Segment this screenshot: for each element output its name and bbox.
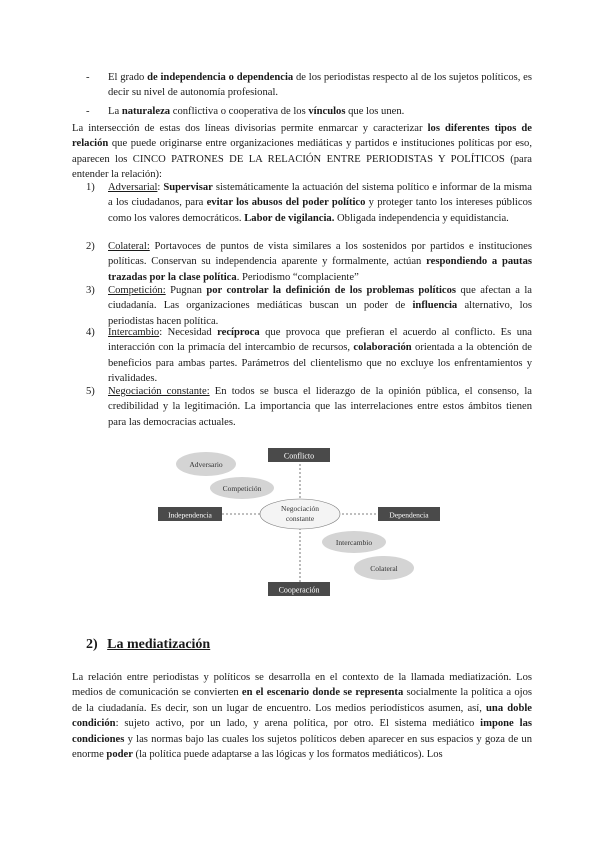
section-heading <box>86 636 210 654</box>
pattern-text: Competición: Pugnan por controlar la definición de los problemas políticos que afectan a la ciudadanía. Las organizaciones mediáticas buscan un poder de influencia alternativo, los periodistas hacen política. <box>108 285 532 327</box>
intro-paragraph: La intersección de estas dos líneas divisorias permite enmarcar y caracterizar los diferentes tipos de relación que puede originarse entre organizaciones mediáticas y partidos e instituciones políticas por eso, aparecen los CINCO PATRONES DE LA RELACIÓN ENTRE PERIODISTAS Y POLÍTICOS (para entender la relación): <box>72 123 532 181</box>
negotiation-label-2: constante <box>285 514 315 523</box>
bullet-dash: - <box>86 106 90 117</box>
exchange-label: Intercambio <box>335 538 373 547</box>
pattern-number: 3) <box>86 285 95 296</box>
section-title: La mediatización <box>107 637 211 652</box>
pattern-negotiation <box>86 384 532 430</box>
bullet-text: La naturaleza conflictiva o cooperativa de los vínculos que los unen. <box>108 106 405 117</box>
pattern-exchange <box>86 325 532 387</box>
bullet-nature <box>86 104 532 119</box>
relationship-diagram <box>150 444 450 604</box>
competition-label: Competición <box>222 484 262 493</box>
pattern-collateral <box>86 239 532 285</box>
adversary-label: Adversario <box>189 460 223 469</box>
pattern-text: Intercambio: Necesidad recíproca que provoca que prefieran el acuerdo al conflicto. Es una interacción con la primacía del intercambio de recursos, colaboración orientada a la obtención de beneficios para ambas partes. Parámetros del clientelismo que no excluye los enfrentamientos y rivalidades. <box>108 327 532 385</box>
conflict-label: Conflicto <box>283 451 315 461</box>
dependence-label: Dependencia <box>389 510 429 520</box>
cooperation-label: Cooperación <box>278 585 320 595</box>
pattern-text: Adversarial: Supervisar sistemáticamente la actuación del sistema político e informar de la misma a los ciudadanos, para evitar los abusos del poder político y proteger tanto los intereses públicos como los valores democráticos. Labor de vigilancia. Obligada independencia y equidistancia. <box>108 182 532 224</box>
pattern-number: 4) <box>86 327 95 338</box>
collateral-label: Colateral <box>370 564 398 573</box>
pattern-number: 5) <box>86 386 95 397</box>
pattern-text: Negociación constante: En todos se busca el liderazgo de la opinión pública, el consenso, la credibilidad y la legitimación. La importancia que las interrelaciones entre estos ámbitos tienen para las democracias actuales. <box>108 386 532 428</box>
pattern-number: 2) <box>86 241 95 252</box>
mediatization-paragraph: La relación entre periodistas y políticos se desarrolla en el contexto de la llamada mediatización. Los medios de comunicación se convierten en el escenario donde se representa socialmente la política a ojos de la ciudadanía. Es decir, son un lugar de encuentro. Los medios periodísticos asumen, así, una doble condición: sujeto activo, por un lado, y arena política, por otro. El sistema mediático impone las condiciones y las normas bajo las cuales los sujetos políticos deben aparecer en sus espacios y goza de un enorme poder (la política puede adaptarse a las lógicas y los formatos mediáticos). Los <box>72 672 532 761</box>
pattern-text: Colateral: Portavoces de puntos de vista similares a los sostenidos por partidos e instituciones políticas. Conservan su independencia aparente y formalmente, actúan respondiendo a pautas trazadas por la clase política. Periodismo “complaciente” <box>108 241 533 283</box>
section-number: 2) <box>86 637 98 652</box>
bullet-independence <box>86 70 532 101</box>
bullet-dash: - <box>86 72 90 83</box>
negotiation-label-1: Negociación <box>281 504 319 513</box>
pattern-competition <box>86 283 532 329</box>
bullet-text: El grado de independencia o dependencia de los periodistas respecto al de los sujetos políticos, es decir su nivel de autonomía profesional. <box>108 72 532 99</box>
independence-label: Independencia <box>168 510 212 520</box>
pattern-adversarial <box>86 180 532 226</box>
pattern-number: 1) <box>86 182 95 193</box>
